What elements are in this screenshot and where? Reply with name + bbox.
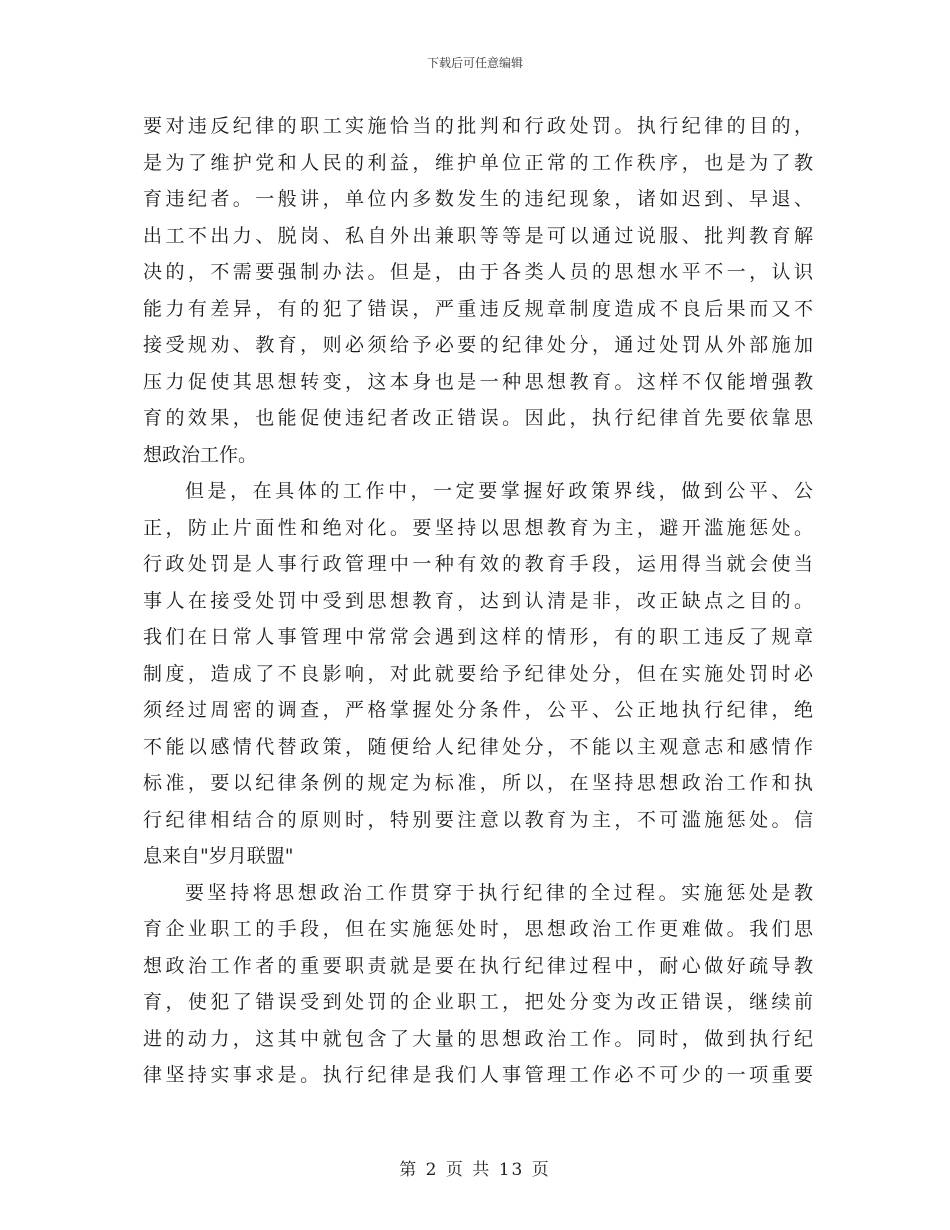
document-body <box>143 108 813 1094</box>
text-line: 标准，要以纪律条例的规定为标准，所以，在坚持思想政治工作和执 <box>143 772 813 794</box>
text-line: 压力促使其思想转变，这本身也是一种思想教育。这样不仅能增强教 <box>143 370 813 393</box>
paragraph <box>143 473 813 875</box>
text-line: 但是，在具体的工作中，一定要掌握好政策界线，做到公平、公 <box>185 480 813 502</box>
text-line: 息来自"岁月联盟" <box>143 845 294 867</box>
text-line: 是为了维护党和人民的利益，维护单位正常的工作秩序，也是为了教 <box>143 151 813 174</box>
text-line: 出工不出力、脱岗、私自外出兼职等等是可以通过说服、批判教育解 <box>143 224 813 247</box>
text-line: 育企业职工的手段，但在实施惩处时，思想政治工作更难做。我们思 <box>143 918 813 940</box>
text-line: 正，防止片面性和绝对化。要坚持以思想教育为主，避开滥施惩处。 <box>143 516 813 539</box>
text-line: 想政治工作。 <box>143 443 258 466</box>
page-footer: 第 2 页 共 13 页 <box>399 1160 551 1180</box>
text-line: 要对违反纪律的职工实施恰当的批判和行政处罚。执行纪律的目的， <box>143 115 813 137</box>
text-line: 进的动力，这其中就包含了大量的思想政治工作。同时，做到执行纪 <box>143 1027 813 1050</box>
text-line: 决的，不需要强制办法。但是，由于各类人员的思想水平不一，认识 <box>143 261 813 283</box>
text-line: 不能以感情代替政策，随便给人纪律处分，不能以主观意志和感情作 <box>143 735 813 758</box>
text-line: 想政治工作者的重要职责就是要在执行纪律过程中，耐心做好疏导教 <box>143 954 813 977</box>
text-line: 育，使犯了错误受到处罚的企业职工，把处分变为改正错误，继续前 <box>143 991 813 1013</box>
text-line: 行政处罚是人事行政管理中一种有效的教育手段，运用得当就会使当 <box>143 553 813 575</box>
text-line: 育违纪者。一般讲，单位内多数发生的违纪现象，诸如迟到、早退、 <box>143 188 813 210</box>
text-line: 事人在接受处罚中受到思想教育，达到认清是非，改正缺点之目的。 <box>143 589 813 612</box>
text-line: 行纪律相结合的原则时，特别要注意以教育为主，不可滥施惩处。信 <box>143 808 813 831</box>
text-line: 须经过周密的调查，严格掌握处分条件，公平、公正地执行纪律，绝 <box>143 699 813 721</box>
text-line: 能力有差异，有的犯了错误，严重违反规章制度造成不良后果而又不 <box>143 297 813 320</box>
text-line: 要坚持将思想政治工作贯穿于执行纪律的全过程。实施惩处是教 <box>185 881 813 904</box>
paragraph <box>143 108 813 473</box>
text-line: 育的效果，也能促使违纪者改正错误。因此，执行纪律首先要依靠思 <box>143 407 813 429</box>
page-header: 下载后可任意编辑 <box>426 56 523 70</box>
text-line: 制度，造成了不良影响，对此就要给予纪律处分，但在实施处罚时必 <box>143 662 813 685</box>
text-line: 律坚持实事求是。执行纪律是我们人事管理工作必不可少的一项重要 <box>143 1064 813 1086</box>
text-line: 接受规劝、教育，则必须给予必要的纪律处分，通过处罚从外部施加 <box>143 334 813 356</box>
paragraph <box>143 875 813 1094</box>
text-line: 我们在日常人事管理中常常会遇到这样的情形，有的职工违反了规章 <box>143 626 813 648</box>
